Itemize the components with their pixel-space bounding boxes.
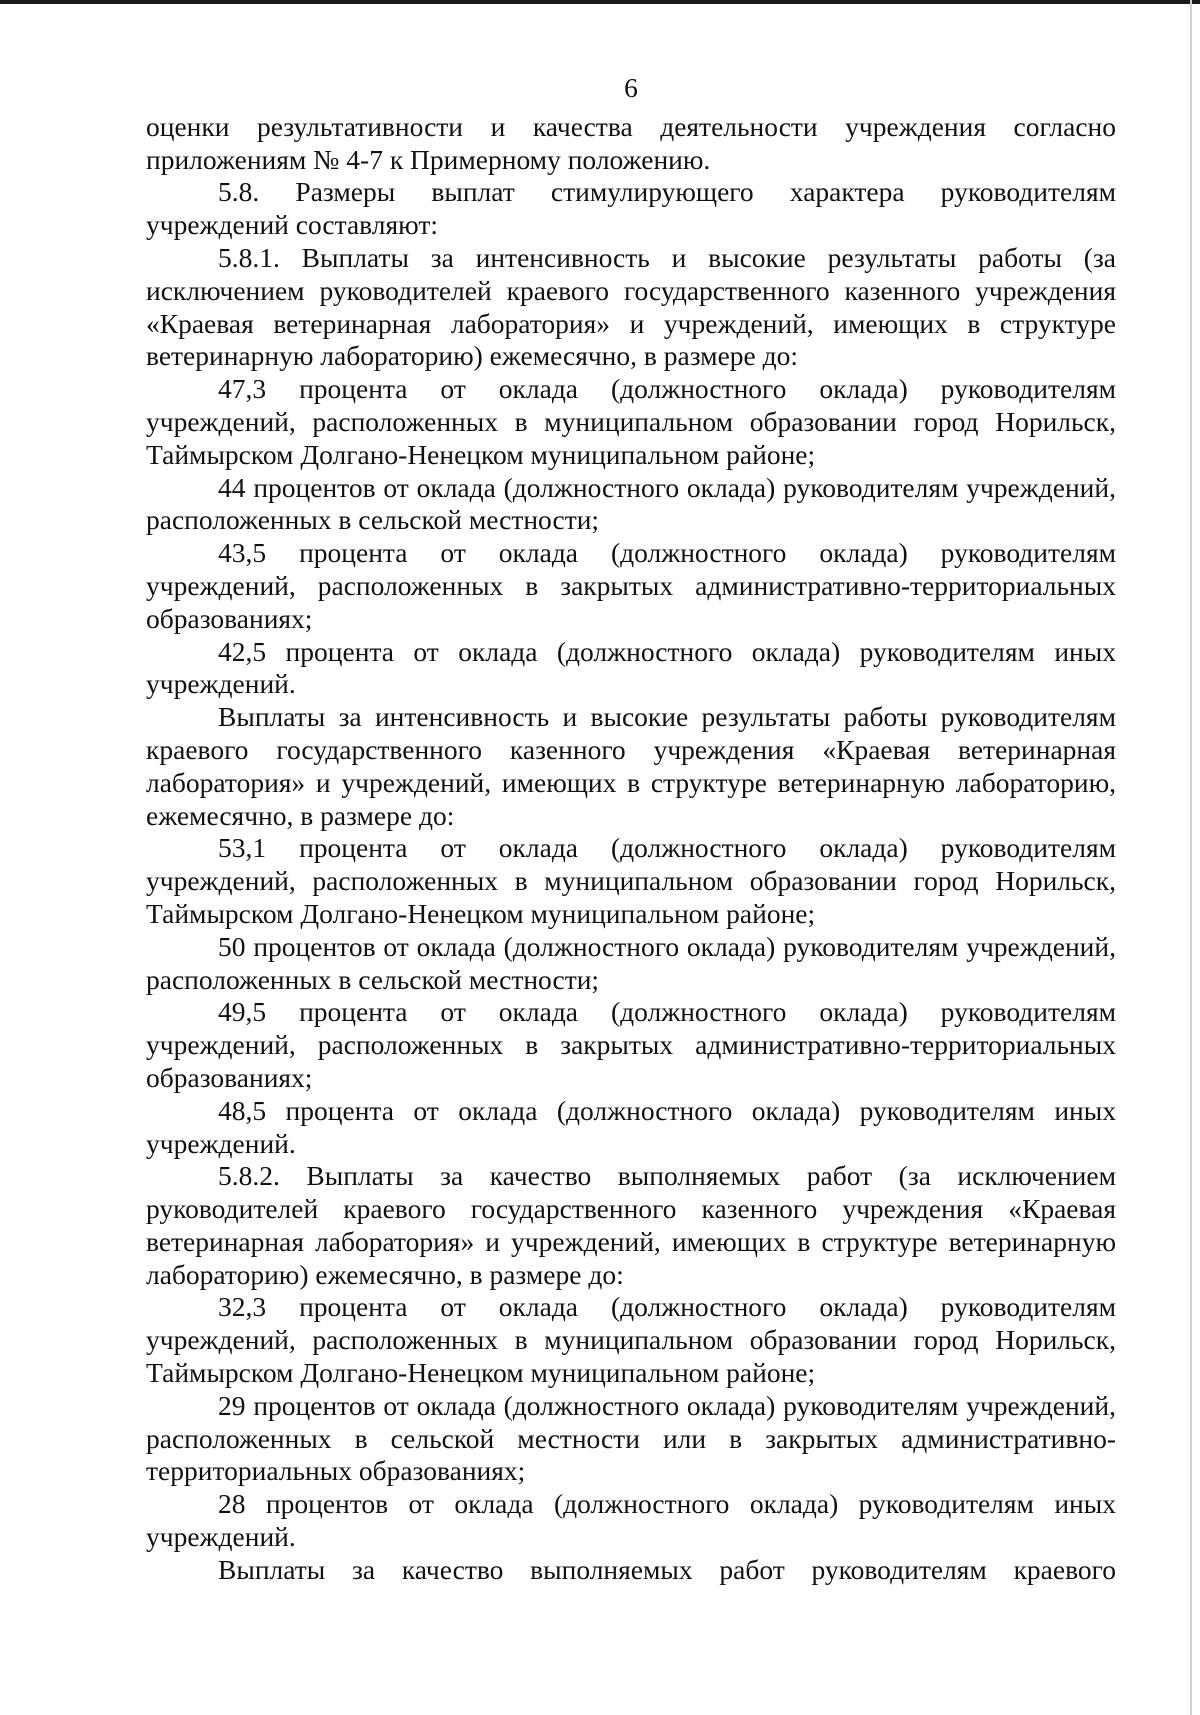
paragraph-quality-rate-other: 28 процентов от оклада (должностного оклада) руководителям иных учреждений. (146, 1488, 1116, 1553)
paragraph-vet-rate-other: 48,5 процента от оклада (должностного оклада) руководителям иных учреждений. (146, 1094, 1116, 1159)
paragraph-rate-other: 42,5 процента от оклада (должностного оклада) руководителям иных учреждений. (146, 635, 1116, 700)
paragraph-quality-rate-norilsk: 32,3 процента от оклада (должностного оклада) руководителям учреждений, расположенных в муниципальном образовании город Норильск, Таймырском Долгано-Ненецком муниципальном районе; (146, 1291, 1116, 1389)
paragraph-quality-rate-rural-closed: 29 процентов от оклада (должностного оклада) руководителям учреждений, расположенных в сельской местности или в закрытых административно-территориальных образованиях; (146, 1389, 1116, 1487)
paragraph-rate-rural: 44 процентов от оклада (должностного оклада) руководителям учреждений, расположенных в сельской местности; (146, 471, 1116, 536)
paragraph-vet-rate-norilsk: 53,1 процента от оклада (должностного оклада) руководителям учреждений, расположенных в муниципальном образовании город Норильск, Таймырском Долгано-Ненецком муниципальном районе; (146, 832, 1116, 929)
scan-border-top (0, 0, 1200, 4)
paragraph-5-8-2: 5.8.2. Выплаты за качество выполняемых работ (за исключением руководителей краевого государственного казенного учреждения «Краевая ветеринарная лаборатория» и учреждений, имеющих в структуре ветеринарную лабораторию) ежемесячно, в размере до: (146, 1160, 1116, 1290)
paragraph-5-8: 5.8. Размеры выплат стимулирующего характера руководителям учреждений составляют: (146, 176, 1116, 241)
paragraph-vet-lab-intensity: Выплаты за интенсивность и высокие результаты работы руководителям краевого государственного казенного учреждения «Краевая ветеринарная лаборатория» и учреждений, имеющих в структуре ветеринарную лабораторию, ежемесячно, в размере до: (146, 701, 1116, 831)
paragraph-vet-quality-start: Выплаты за качество выполняемых работ руководителям краевого (218, 1553, 1116, 1585)
paragraph-rate-norilsk: 47,3 процента от оклада (должностного оклада) руководителям учреждений, расположенных в муниципальном образовании город Норильск, Таймырском Долгано-Ненецком муниципальном районе; (146, 373, 1116, 470)
document-page (146, 72, 1116, 1587)
paragraph-vet-rate-rural: 50 процентов от оклада (должностного оклада) руководителям учреждений, расположенных в сельской местности; (146, 930, 1116, 995)
page-number: 6 (624, 72, 638, 103)
paragraph-continued: оценки результативности и качества деятельности учреждения согласно приложениям № 4-7 к Примерному положению. (146, 110, 1116, 175)
paragraph-rate-closed-territories: 43,5 процента от оклада (должностного оклада) руководителям учреждений, расположенных в закрытых административно-территориальных образованиях; (146, 537, 1116, 634)
paragraph-vet-rate-closed-territories: 49,5 процента от оклада (должностного оклада) руководителям учреждений, расположенных в закрытых административно-территориальных образованиях; (146, 996, 1116, 1093)
paragraph-5-8-1: 5.8.1. Выплаты за интенсивность и высокие результаты работы (за исключением руководителей краевого государственного казенного учреждения «Краевая ветеринарная лаборатория» и учреждений, имеющих в структуре ветеринарную лабораторию) ежемесячно, в размере до: (146, 241, 1116, 372)
scan-border-right (1190, 0, 1192, 1715)
